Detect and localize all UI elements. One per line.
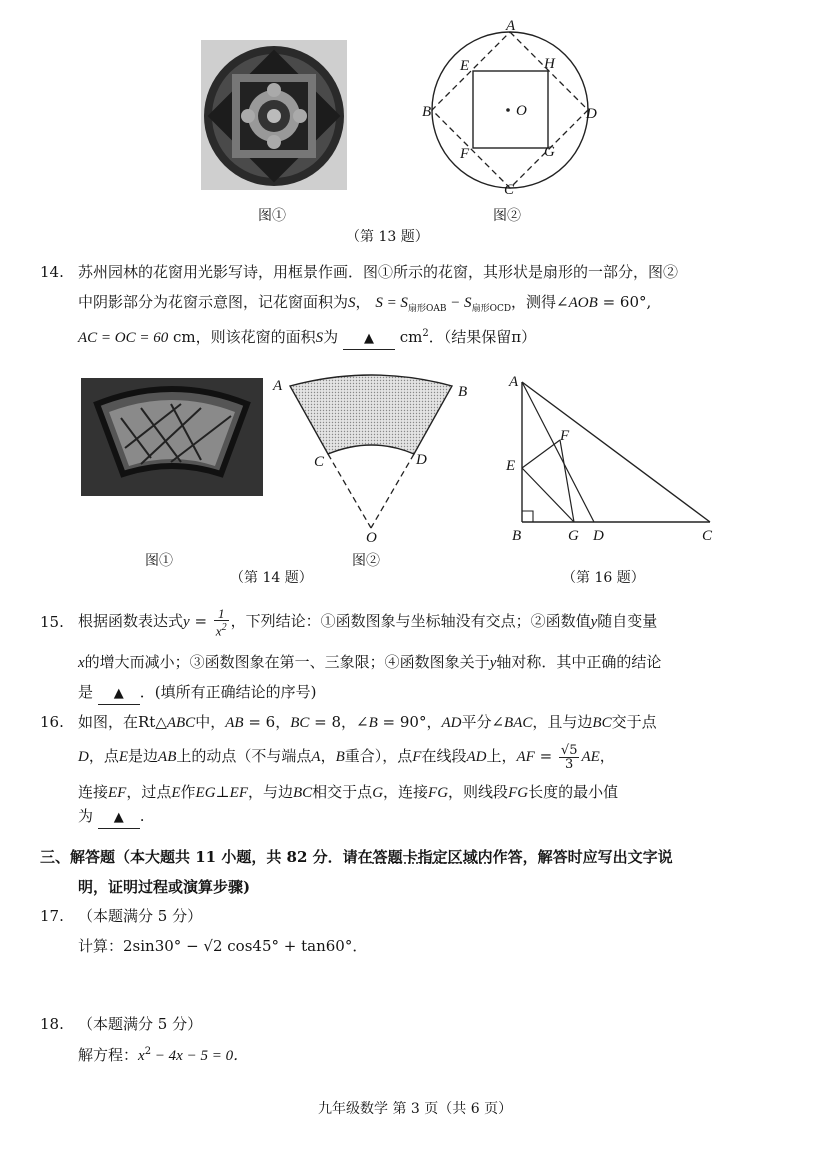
- q16-l2-b: 是边: [128, 747, 159, 765]
- angle-value: = 60°,: [597, 293, 652, 311]
- q16-l3-e: 相交于点: [312, 783, 373, 801]
- section3-title-line2: 明，证明过程或演算步骤): [78, 878, 251, 896]
- var-AF: AF: [516, 749, 535, 765]
- q16-caption: （第 16 题）: [562, 570, 645, 586]
- sub-sector-oab: 扇形OAB: [407, 304, 447, 314]
- q16-line2: [78, 738, 615, 775]
- q16-l2-f: 在线段: [421, 747, 467, 765]
- var-abc: ABC: [166, 715, 196, 731]
- q16-number: 16.: [40, 713, 64, 731]
- q16-text-d: = 8，∠: [309, 713, 369, 731]
- label-F: F: [460, 146, 470, 162]
- label-G: G: [544, 144, 555, 160]
- q16-l2-c: 上的动点（不与端点: [176, 747, 312, 765]
- q16-l3-d: ，与边: [247, 783, 293, 801]
- dashed-line-oc: [328, 454, 371, 528]
- square-ehgf: [473, 71, 548, 148]
- q16-l2-a: ，点: [88, 747, 119, 765]
- var-B-2: B: [335, 749, 345, 765]
- var-AE: AE: [581, 749, 600, 765]
- q16-text-a: 如图，在Rt△: [78, 713, 167, 731]
- q17-expression: 2sin30° − √2 cos45° + tan60°．: [123, 937, 368, 955]
- fraction-1-over-x2: [214, 607, 229, 637]
- q14-line3-text: cm，则该花窗的面积: [168, 328, 316, 346]
- flower-window-photo-image: [201, 40, 347, 190]
- q14-line3-note: ．（结果保留π）: [428, 328, 537, 346]
- formula-S: S = S: [375, 295, 408, 311]
- var-B: B: [368, 715, 378, 731]
- q15-line3: [78, 682, 317, 705]
- frac-den: [214, 621, 229, 637]
- q16-l2-eq: =: [534, 747, 557, 765]
- var-G: G: [372, 785, 384, 801]
- q13-fig1-caption: 图①: [258, 208, 286, 224]
- unit-sup: 2: [422, 328, 429, 339]
- q17-number: 17.: [40, 907, 64, 925]
- label-H: H: [544, 56, 555, 72]
- q18-line: [78, 1042, 248, 1066]
- var-ab: AB: [225, 715, 244, 731]
- q14-line1: [78, 262, 678, 282]
- fraction-sqrt5-over-3: [559, 744, 580, 771]
- q17-header: （本题满分 5 分）: [78, 907, 203, 925]
- page-footer: 九年级数学 第 3 页（共 6 页）: [318, 1101, 513, 1117]
- q18-expression: − 4x − 5 = 0．: [151, 1048, 249, 1064]
- var-E-2: E: [171, 785, 181, 801]
- q14-line3: [78, 324, 536, 350]
- q15-number: 15.: [40, 613, 64, 631]
- frac-num-sqrt5: √5: [560, 742, 578, 758]
- segment-ac: [522, 382, 710, 522]
- q16-l3-b: ，过点: [126, 783, 172, 801]
- q16-line3: [78, 782, 618, 803]
- var-y-2: y: [590, 614, 598, 630]
- var-bac: BAC: [504, 715, 533, 731]
- q16-text-c: = 6，: [243, 713, 291, 731]
- fan-window-photo-image: [81, 378, 263, 496]
- q16-l3-f: ，连接: [383, 783, 429, 801]
- q14-line2-text: 中阴影部分为花窗示意图，记花窗面积为: [78, 293, 349, 311]
- label-C: C: [314, 454, 325, 470]
- q16-l3-h: 长度的最小值: [528, 783, 619, 801]
- label-E: E: [460, 58, 470, 74]
- q14-figure2-diagram: [268, 370, 478, 550]
- label-O: O: [366, 530, 377, 546]
- q16-text-g: ，且与边: [532, 713, 593, 731]
- q16-l3-a: 连接: [78, 783, 109, 801]
- label-C: C: [504, 182, 515, 198]
- q16-line1: [78, 712, 657, 733]
- dashed-line-od: [371, 454, 414, 528]
- var-x: x: [138, 1048, 145, 1064]
- label-F: F: [560, 428, 570, 444]
- label-B: B: [512, 528, 522, 544]
- q14-line2: [78, 292, 651, 319]
- center-point: [506, 108, 510, 112]
- var-FG: FG: [428, 785, 449, 801]
- q16-l3-g: ，则线段: [448, 783, 509, 801]
- label-A: A: [273, 378, 283, 394]
- segment-ef: [522, 440, 560, 468]
- label-O: O: [516, 103, 527, 119]
- q14-fig2-caption: 图②: [352, 553, 380, 569]
- q17-line: [78, 936, 367, 956]
- label-B: B: [422, 104, 432, 120]
- equals: =: [189, 612, 212, 630]
- q16-l4-a: 为: [78, 807, 94, 825]
- q13-caption: （第 13 题）: [346, 229, 429, 245]
- q16-text-e: = 90°，: [377, 713, 442, 731]
- q14-line1-text: 苏州园林的花窗用光影写诗，用框景作画．图①所示的花窗，其形状是扇形的一部分，图②: [78, 263, 679, 281]
- frac-den-3: 3: [565, 756, 574, 772]
- q15-line1-text: 根据函数表达式: [78, 612, 184, 630]
- dashed-square-abcd: [432, 32, 588, 188]
- var-x: x: [78, 655, 85, 671]
- q15-line2-text: 的增大而减小；③函数图象在第一、三象限；④函数图象关于: [84, 653, 490, 671]
- section3-title: [40, 846, 673, 867]
- sub-sector-ocd: 扇形OCD: [471, 304, 512, 314]
- q14-answer-blank: ▲: [343, 329, 395, 350]
- var-E: E: [118, 749, 129, 765]
- q16-l2-e: 重合），点: [344, 747, 413, 765]
- q13-fig2-caption: 图②: [493, 208, 521, 224]
- var-FG-2: FG: [508, 785, 529, 801]
- q14-line3-wei: 为: [323, 328, 339, 346]
- frac-den-sup: 2: [221, 621, 227, 633]
- q16-answer-blank: ▲: [98, 808, 140, 829]
- var-S: S: [348, 295, 356, 311]
- frac-den-x: x: [215, 623, 222, 639]
- var-F: F: [412, 749, 422, 765]
- q18-number: 18.: [40, 1015, 64, 1033]
- var-S-2: S: [315, 330, 324, 346]
- angle-aob: AOB: [568, 295, 598, 311]
- q16-l3-c: 作: [180, 783, 196, 801]
- var-AD: AD: [466, 749, 487, 765]
- q14-figure1-photo: [81, 378, 263, 496]
- var-EG: EG: [195, 785, 216, 801]
- frac-num: 1: [214, 607, 229, 621]
- q13-figure2-diagram: [414, 14, 604, 204]
- var-A: A: [311, 749, 321, 765]
- label-E: E: [506, 458, 516, 474]
- perp-symbol: ⊥: [215, 783, 230, 801]
- section3-title-b: 作答，解答时应写出文字说: [492, 848, 673, 866]
- var-EF-2: EF: [229, 785, 248, 801]
- circle-shape: [432, 32, 588, 188]
- q17-label: 计算：: [78, 937, 124, 955]
- unit-cm: cm: [399, 328, 423, 346]
- label-A: A: [509, 374, 519, 390]
- q15-line3-text: 是: [78, 683, 94, 701]
- var-y-3: y: [489, 655, 497, 671]
- segment-ad: [522, 382, 594, 522]
- q13-figure1-photo: [201, 40, 347, 190]
- var-y: y: [183, 614, 190, 630]
- var-bc: BC: [290, 715, 310, 731]
- q14-number: 14.: [40, 263, 64, 281]
- q15-line1-end: 随自变量: [597, 612, 658, 630]
- label-A: A: [506, 18, 516, 34]
- label-B: B: [458, 384, 468, 400]
- var-EF: EF: [108, 785, 127, 801]
- formula-minus-S: − S: [446, 295, 472, 311]
- q14-line2-comma: ，: [355, 293, 371, 311]
- var-bc-2: BC: [592, 715, 612, 731]
- exp-2: 2: [144, 1046, 152, 1057]
- var-AB: AB: [158, 749, 177, 765]
- q15-line1-conclusions: ，下列结论：①函数图象与坐标轴没有交点；②函数值: [230, 612, 591, 630]
- shaded-window-region: [290, 375, 452, 454]
- q16-text-b: 中，: [195, 713, 226, 731]
- q18-label: 解方程：: [78, 1046, 139, 1064]
- q15-line2-end: 轴对称．其中正确的结论: [496, 653, 662, 671]
- label-C: C: [702, 528, 713, 544]
- q15-line2: [78, 652, 661, 673]
- q15-answer-blank: ▲: [98, 684, 140, 705]
- var-D: D: [78, 749, 89, 765]
- var-ad: AD: [441, 715, 462, 731]
- var-BC: BC: [293, 785, 313, 801]
- section3-title-dotted: 答题卡指定区域内: [372, 848, 493, 866]
- q14-caption: （第 14 题）: [230, 570, 313, 586]
- q16-l2-d: ，: [320, 747, 336, 765]
- label-D: D: [593, 528, 604, 544]
- q16-text-f: 平分∠: [461, 713, 505, 731]
- q14-line2-measure: ，测得∠: [511, 293, 569, 311]
- q14-fig1-caption: 图①: [145, 553, 173, 569]
- q16-line4: [78, 806, 145, 829]
- q16-l2-h: ，: [599, 747, 615, 765]
- q16-figure: [498, 372, 728, 552]
- q16-l4-b: .: [139, 807, 145, 825]
- right-angle-mark: [522, 511, 533, 522]
- label-D: D: [586, 106, 597, 122]
- q16-l2-g: 上，: [486, 747, 517, 765]
- label-G: G: [568, 528, 579, 544]
- q16-text-h: 交于点: [611, 713, 657, 731]
- label-D: D: [416, 452, 427, 468]
- q15-line1: [78, 604, 657, 639]
- ac-oc-value: AC = OC = 60: [78, 330, 169, 346]
- section3-title-a: 三、解答题（本大题共 11 小题，共 82 分．请在: [40, 848, 373, 866]
- q15-line3-note: ．(填所有正确结论的序号): [139, 683, 317, 701]
- q18-header: （本题满分 5 分）: [78, 1015, 203, 1033]
